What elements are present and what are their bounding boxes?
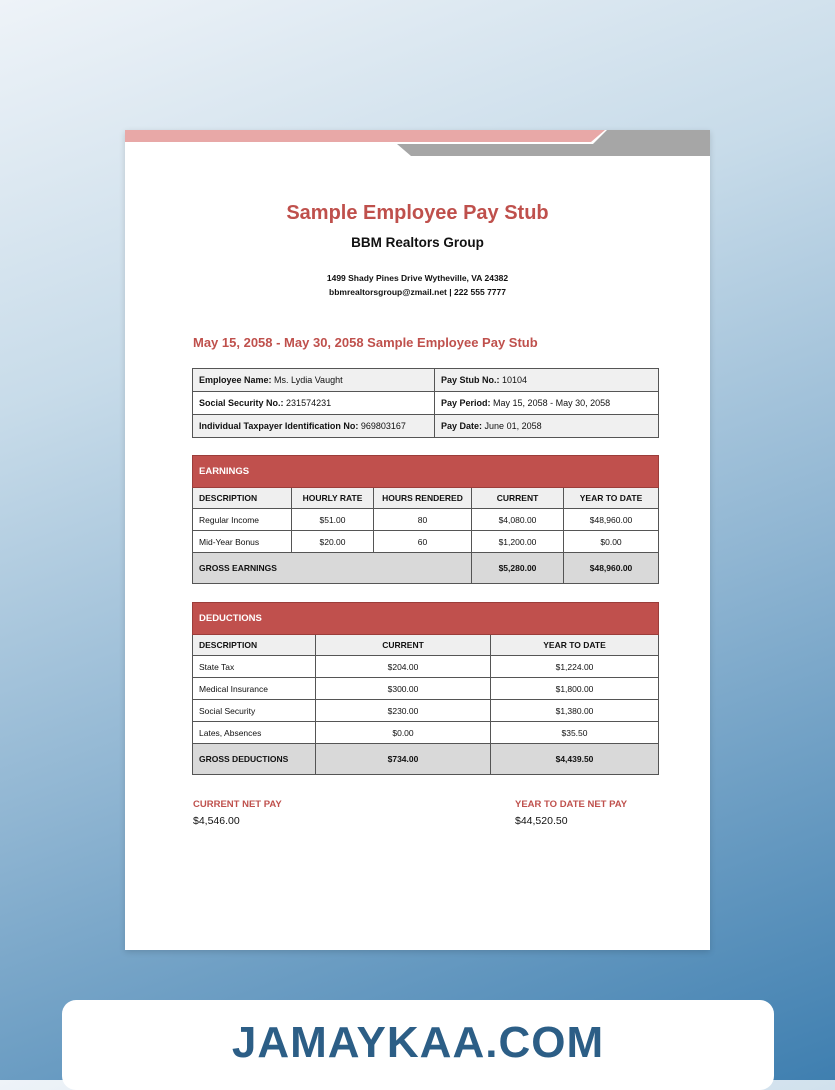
ytd-cell: $1,800.00	[491, 678, 659, 700]
current-cell: $204.00	[316, 656, 491, 678]
table-row	[193, 700, 659, 722]
header-decoration	[125, 130, 710, 156]
footer-banner	[62, 1000, 774, 1090]
current-net-pay-label: CURRENT NET PAY	[193, 799, 282, 810]
section-title: EARNINGS	[193, 456, 659, 488]
current-cell: $0.00	[316, 722, 491, 744]
current-cell: $4,080.00	[472, 509, 564, 531]
company-address: 1499 Shady Pines Drive Wytheville, VA 24382	[326, 273, 509, 283]
document-title: Sample Employee Pay Stub	[286, 202, 549, 224]
gross-deductions-row	[193, 744, 659, 775]
description-cell: Mid-Year Bonus	[193, 531, 292, 553]
employee-info-table	[192, 368, 659, 438]
ytd-net-pay-value: $44,520.50	[515, 815, 568, 827]
current-cell: $1,200.00	[472, 531, 564, 553]
pay-stub-page	[125, 130, 710, 950]
column-header: DESCRIPTION	[193, 488, 292, 509]
table-row	[193, 678, 659, 700]
total-ytd: $4,439.50	[491, 744, 659, 775]
total-current: $5,280.00	[472, 553, 564, 584]
column-header: DESCRIPTION	[193, 635, 316, 656]
ssn-cell: Social Security No.: 231574231	[193, 392, 435, 415]
table-row	[193, 656, 659, 678]
pay-stub-no-cell: Pay Stub No.: 10104	[435, 369, 659, 392]
gross-earnings-row	[193, 553, 659, 584]
description-cell: Medical Insurance	[193, 678, 316, 700]
earnings-table	[192, 455, 659, 584]
table-row	[193, 531, 659, 553]
total-current: $734.00	[316, 744, 491, 775]
section-title: DEDUCTIONS	[193, 603, 659, 635]
ytd-cell: $1,224.00	[491, 656, 659, 678]
table-row	[193, 509, 659, 531]
current-cell: $230.00	[316, 700, 491, 722]
earnings-column-headers	[193, 488, 659, 509]
hours-cell: 60	[374, 531, 472, 553]
table-row	[193, 722, 659, 744]
header-pink-bar	[125, 130, 605, 142]
hours-cell: 80	[374, 509, 472, 531]
column-header: CURRENT	[316, 635, 491, 656]
column-header: CURRENT	[472, 488, 564, 509]
deductions-column-headers	[193, 635, 659, 656]
ytd-cell: $35.50	[491, 722, 659, 744]
current-cell: $300.00	[316, 678, 491, 700]
ytd-cell: $0.00	[564, 531, 659, 553]
ytd-net-pay-label: YEAR TO DATE NET PAY	[515, 799, 628, 810]
total-ytd: $48,960.00	[564, 553, 659, 584]
description-cell: Regular Income	[193, 509, 292, 531]
total-label: GROSS EARNINGS	[193, 553, 472, 584]
pay-period-cell: Pay Period: May 15, 2058 - May 30, 2058	[435, 392, 659, 415]
deductions-header	[193, 603, 659, 635]
deductions-table	[192, 602, 659, 775]
description-cell: Lates, Absences	[193, 722, 316, 744]
table-row	[193, 415, 659, 438]
column-header: YEAR TO DATE	[564, 488, 659, 509]
current-net-pay-value: $4,546.00	[193, 815, 240, 827]
hourly-rate-cell: $20.00	[292, 531, 374, 553]
itin-cell: Individual Taxpayer Identification No: 969803167	[193, 415, 435, 438]
column-header: YEAR TO DATE	[491, 635, 659, 656]
period-heading: May 15, 2058 - May 30, 2058 Sample Employee Pay Stub	[193, 335, 538, 350]
company-name: BBM Realtors Group	[351, 235, 484, 250]
description-cell: Social Security	[193, 700, 316, 722]
table-row	[193, 392, 659, 415]
ytd-cell: $1,380.00	[491, 700, 659, 722]
description-cell: State Tax	[193, 656, 316, 678]
site-watermark: JAMAYKAA.COM	[231, 1018, 605, 1067]
column-header: HOURLY RATE	[292, 488, 374, 509]
earnings-header	[193, 456, 659, 488]
hourly-rate-cell: $51.00	[292, 509, 374, 531]
pay-date-cell: Pay Date: June 01, 2058	[435, 415, 659, 438]
column-header: HOURS RENDERED	[374, 488, 472, 509]
total-label: GROSS DEDUCTIONS	[193, 744, 316, 775]
company-contact: bbmrealtorsgroup@zmail.net | 222 555 7777	[329, 287, 506, 297]
employee-name-cell: Employee Name: Ms. Lydia Vaught	[193, 369, 435, 392]
ytd-cell: $48,960.00	[564, 509, 659, 531]
table-row	[193, 369, 659, 392]
